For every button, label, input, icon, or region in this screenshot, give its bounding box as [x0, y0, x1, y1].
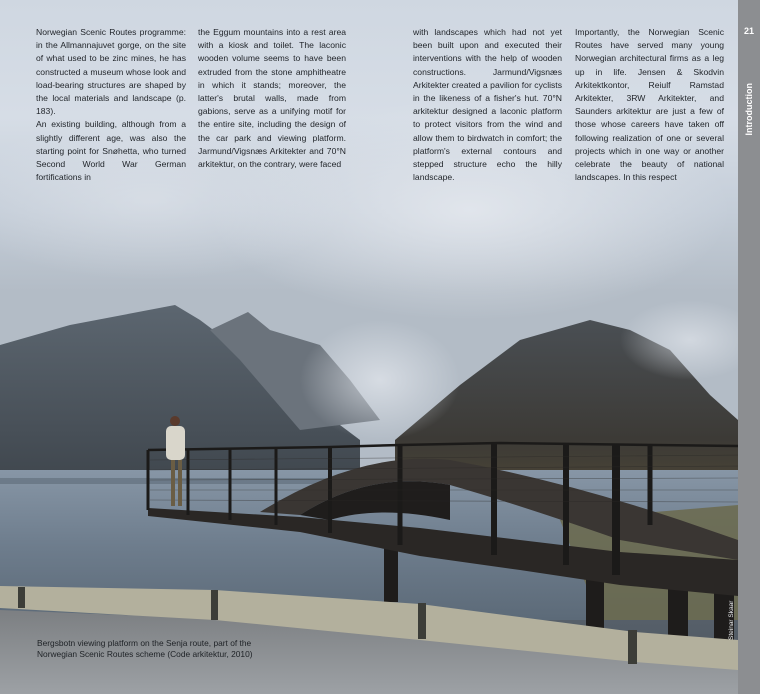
photo-credit: Steinar Skaar — [728, 600, 735, 640]
mist-valley — [300, 320, 460, 440]
page-number: 21 — [743, 26, 754, 36]
text-column-2 — [198, 26, 346, 171]
text-column-3 — [413, 26, 562, 184]
text-column-1 — [36, 26, 186, 184]
paragraph: with landscapes which had not yet been built upon and executed their interventions with the help of wooden constructions. Jarmund/Vigsnæs Arkitekter created a pavilion for cyclists in the likeness of a fisher's hut. 70°N arkitektur designed a laconic platform to protect visitors from the wind and allow them to birdwatch in comfort; the platform's external contours and stepped structure echo the hilly landscape. — [413, 27, 562, 183]
section-label: Introduction — [744, 83, 754, 136]
paragraph: Importantly, the Norwegian Scenic Routes have served many young Norwegian architectural firms as a leg up in life. Jensen & Skodvin Arkitektkontor, Reiulf Ramstad Arkitekter, 3RW Arkitekter, and Saunders arkitektur are just a few of those whose careers have taken off following realization of one or several projects which in one way or another celebrate the beauty of national landscapes. In this respect — [575, 27, 724, 183]
photo-caption: Bergsbotn viewing platform on the Senja route, part of the Norwegian Scenic Routes scheme (Code arkitektur, 2010) — [37, 638, 253, 659]
paragraph: Norwegian Scenic Routes programme: in the Allmannajuvet gorge, on the site of what used to be zinc mines, he has constructed a museum whose look and load-bearing structures are shaped by the local materials and landscape (p. 183). — [36, 27, 186, 117]
paragraph: the Eggum mountains into a rest area with a kiosk and toilet. The laconic wooden volume seems to have been extruded from the stone amphitheatre in which it stands; moreover, the latter's brutal walls, made from gabions, serve as a unifying motif for the entire site, including the design of the car park and viewing platform. Jarmund/Vigsnæs Arkitekter and 70°N arkitektur, on the contrary, were faced — [198, 27, 346, 170]
text-column-4 — [575, 26, 724, 184]
paragraph: An existing building, although from a slightly different age, was also the starting point for Snøhetta, who turned Second World War German fortifications in — [36, 119, 186, 183]
